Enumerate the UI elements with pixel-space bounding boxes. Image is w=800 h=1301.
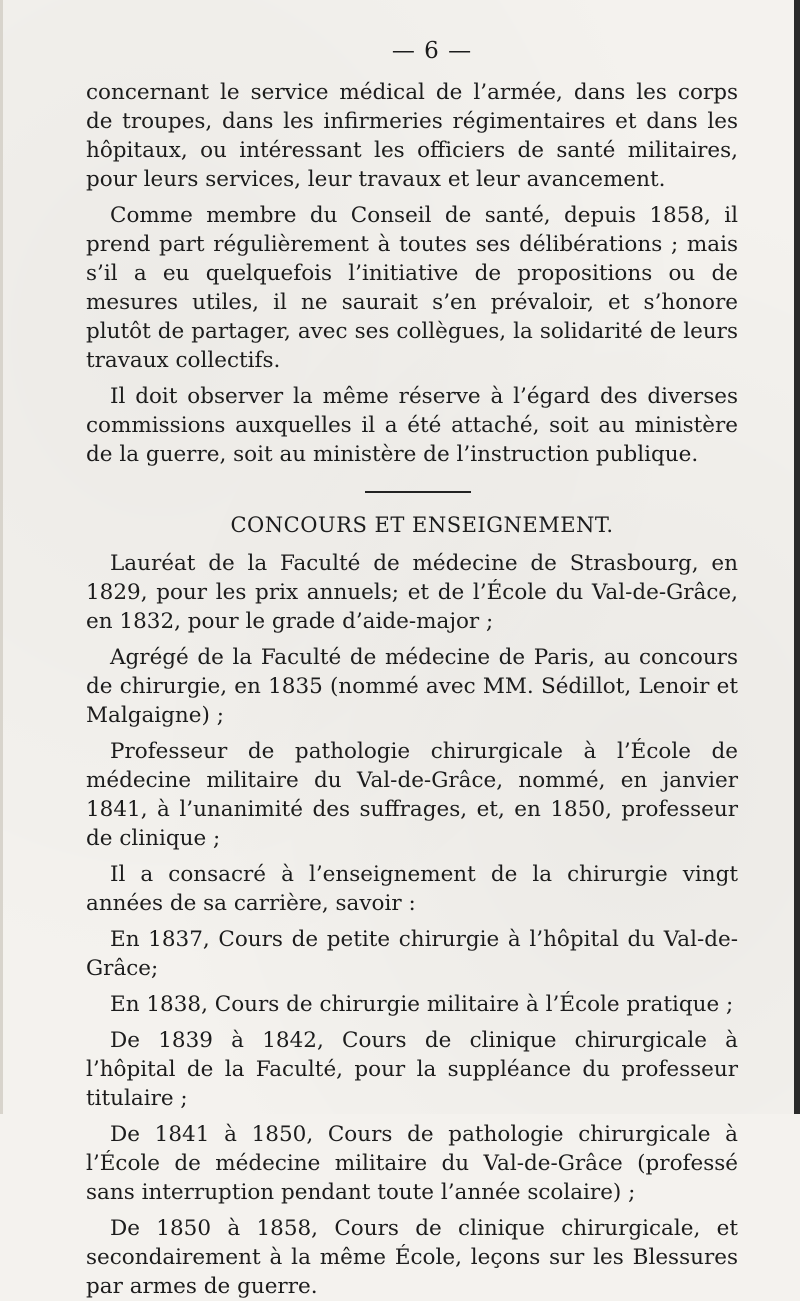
paragraph-agrege: Agrégé de la Faculté de médecine de Paris, au concours de chirurgie, en 1835 (nommé avec MM. Sédillot, Lenoir et Malgaigne) ;: [86, 645, 738, 728]
paragraph-laureat: Lauréat de la Faculté de médecine de Strasbourg, en 1829, pour les prix annuels; et de l’École du Val-de-Grâce, en 1832, pour le grade d’aide-major ;: [86, 551, 738, 634]
section-divider: [365, 491, 471, 493]
paragraph-continuation: concernant le service médical de l’armée, dans les corps de troupes, dans les infirmeries régimentaires et dans les hôpitaux, ou intéressant les officiers de santé militaires, pour leurs services, leur travaux et leur avancement.: [86, 80, 738, 192]
paragraph-enseignement: Il a consacré à l’enseignement de la chirurgie vingt années de sa carrière, savoir :: [86, 862, 738, 916]
section-title: CONCOURS ET ENSEIGNEMENT.: [230, 513, 614, 537]
scan-edge-left: [0, 0, 3, 1114]
paragraph-professeur: Professeur de pathologie chirurgicale à l’École de médecine militaire du Val-de-Grâce, nommé, en janvier 1841, à l’unanimité des suffrages, et, en 1850, professeur de clinique ;: [86, 739, 738, 851]
scan-edge-right: [794, 0, 800, 1114]
paragraph-cours-1838: En 1838, Cours de chirurgie militaire à l’École pratique ;: [110, 992, 734, 1017]
page-number: — 6 —: [391, 38, 473, 64]
paragraph-conseil-de-sante: Comme membre du Conseil de santé, depuis 1858, il prend part régulièrement à toutes ses délibérations ; mais s’il a eu quelquefois l’initiative de propositions ou de mesures utiles, il ne saurait s’en prévaloir, et s’honore plutôt de partager, avec ses collègues, la solidarité de leurs travaux collectifs.: [86, 203, 738, 373]
paragraph-commissions: Il doit observer la même réserve à l’égard des diverses commissions auxquelles il a été attaché, soit au ministère de la guerre, soit au ministère de l’instruction publique.: [86, 384, 738, 467]
paragraph-cours-1839: De 1839 à 1842, Cours de clinique chirurgicale à l’hôpital de la Faculté, pour la suppléance du professeur titulaire ;: [86, 1028, 738, 1111]
paragraph-cours-1850: De 1850 à 1858, Cours de clinique chirurgicale, et secondairement à la même École, leçons sur les Blessures par armes de guerre.: [86, 1216, 738, 1299]
paragraph-cours-1837: En 1837, Cours de petite chirurgie à l’hôpital du Val-de-Grâce;: [86, 927, 738, 981]
paragraph-cours-1841: De 1841 à 1850, Cours de pathologie chirurgicale à l’École de médecine militaire du Val-de-Grâce (professé sans interruption pendant toute l’année scolaire) ;: [86, 1122, 738, 1205]
